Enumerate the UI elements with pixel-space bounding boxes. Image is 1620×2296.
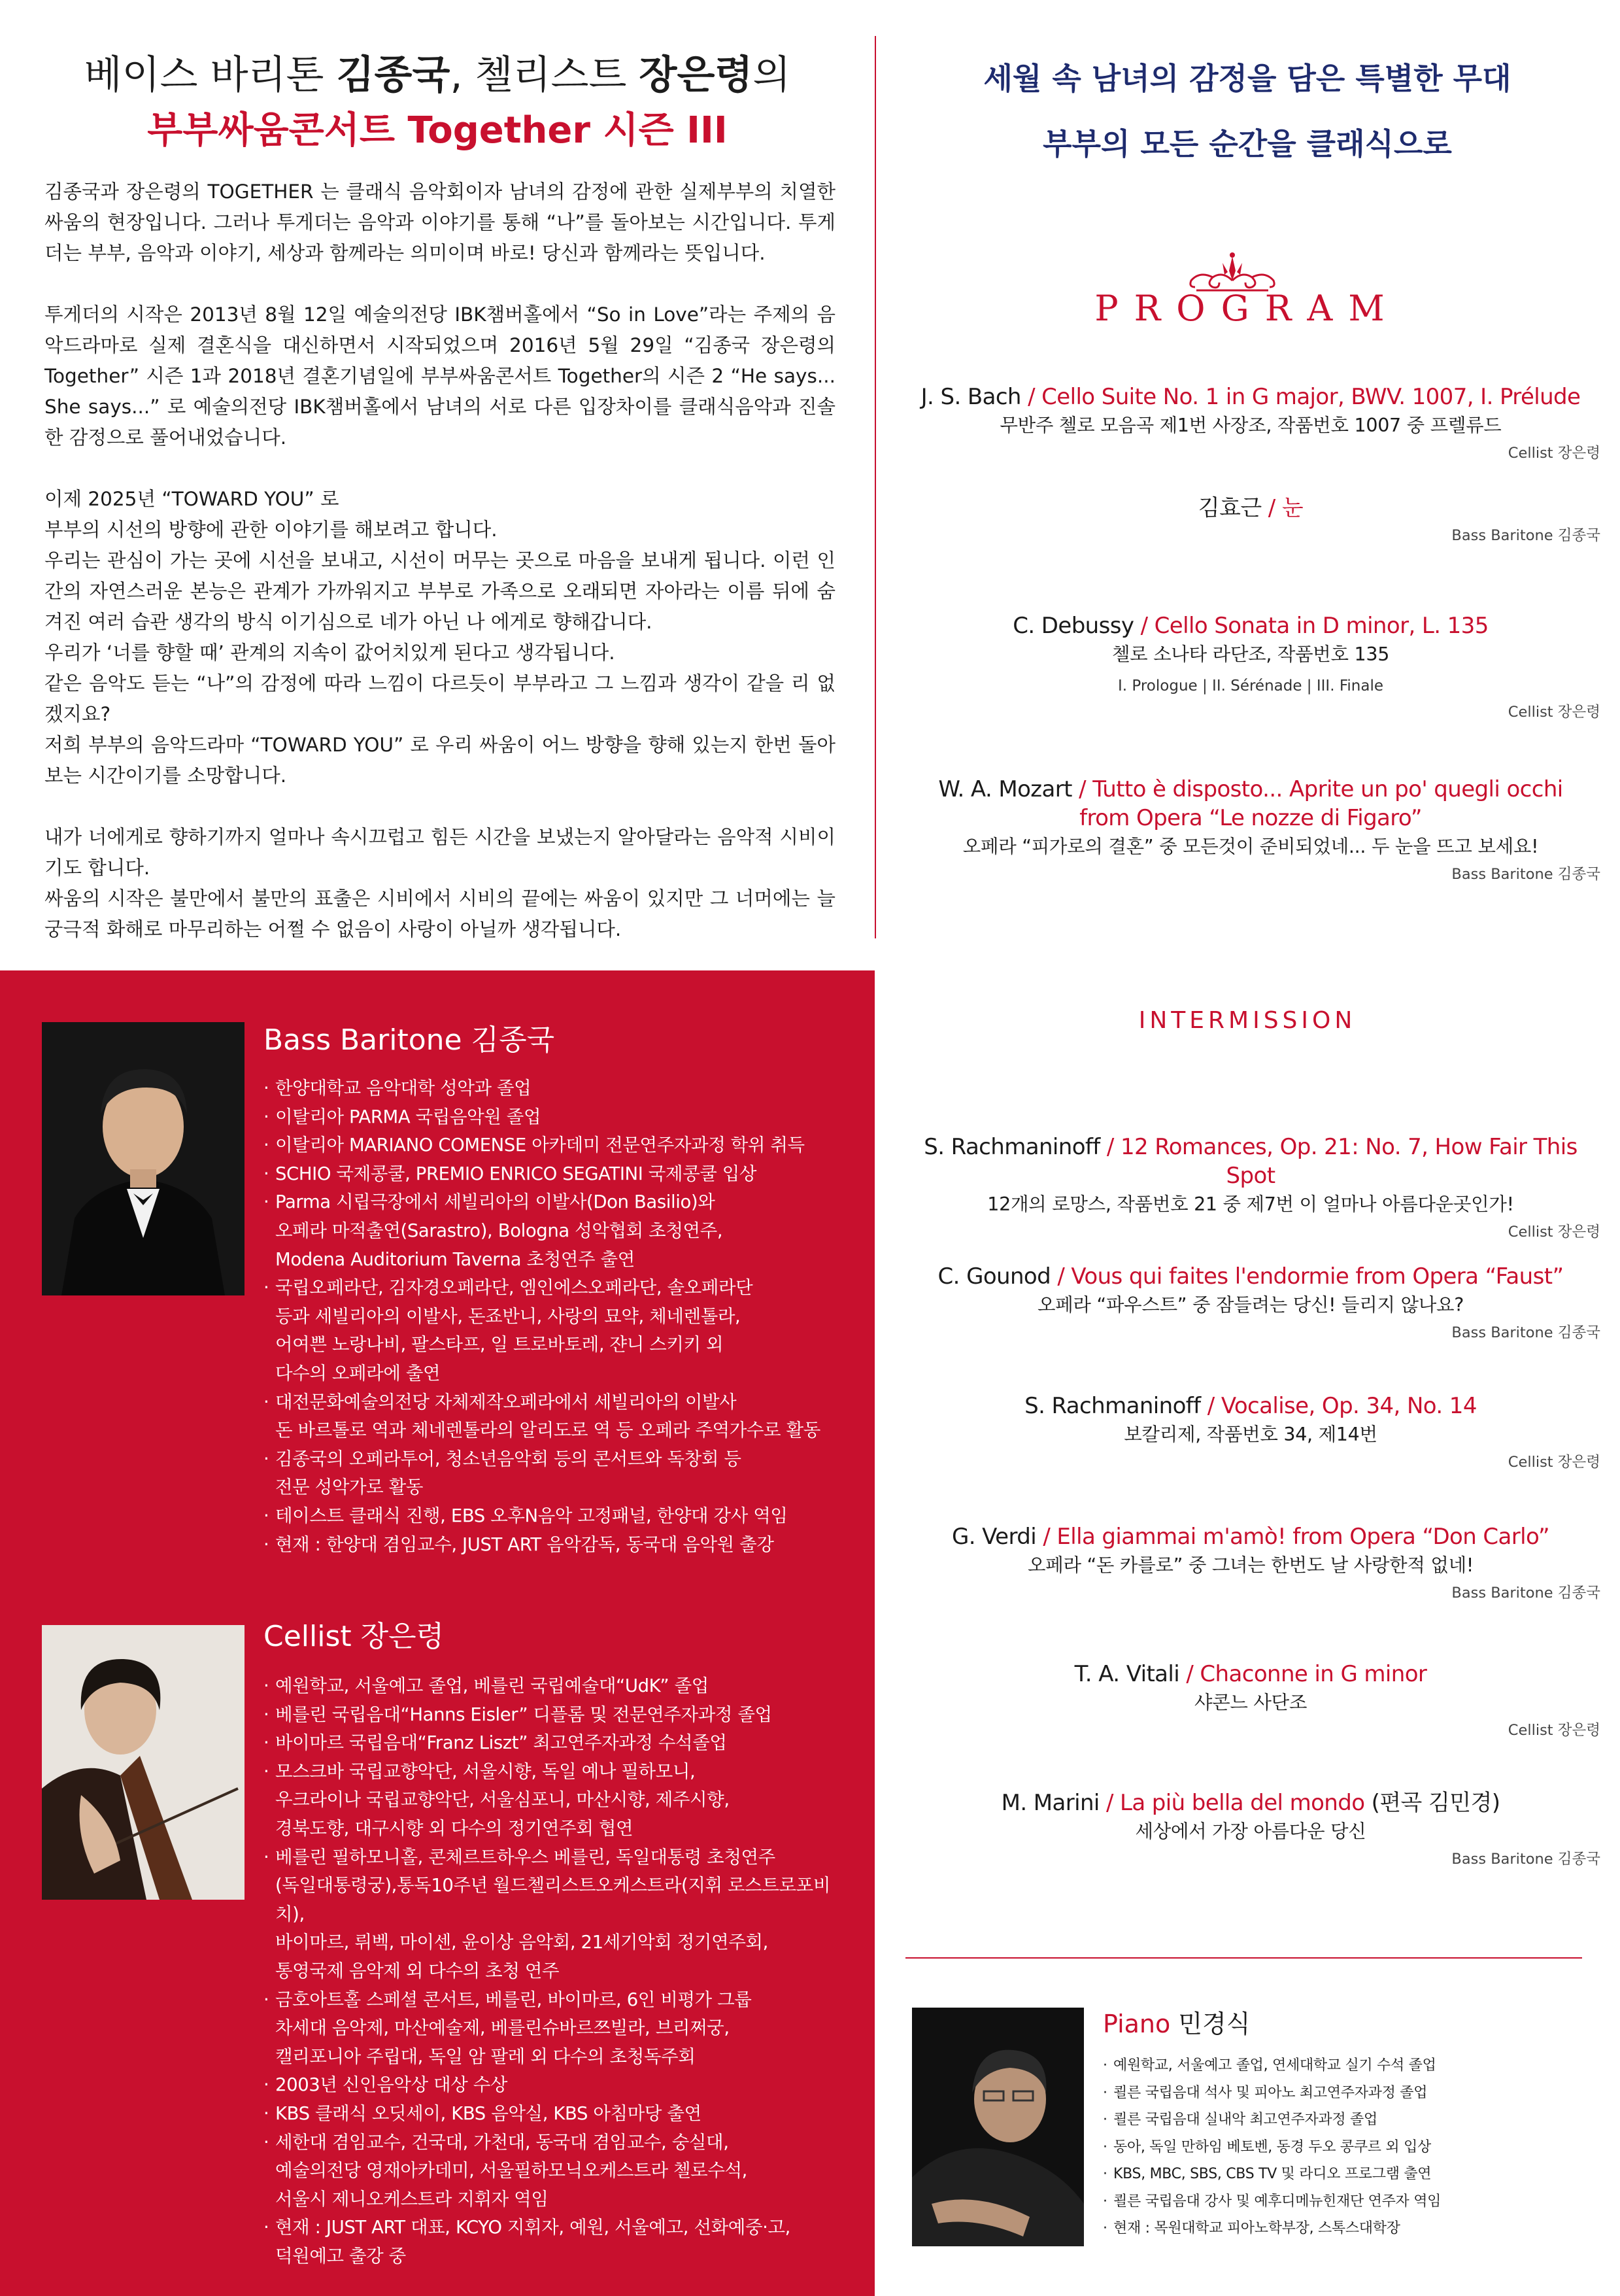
bio-item: · 국립오페라단, 김자경오페라단, 엠인에스오페라단, 솔오페라단 등과 세빌리아의 이발사, 돈죠반니, 사랑의 묘약, 체네렌톨라, 어여쁜 노랑나비, 팔스타프, 일 트로바토레, 쟌니 스키키 외 다수의 오페라에 출연 (263, 1274, 852, 1388)
program-item-heading (901, 1522, 1600, 1551)
performer: Cellist 장은령 (1508, 704, 1600, 721)
pianist-photo (912, 2008, 1084, 2246)
intro-text (44, 177, 835, 945)
title-name-cellist: 장은령 (639, 52, 753, 98)
program-item (901, 775, 1600, 887)
korean-title: 첼로 소나타 라단조, 작품번호 135 (1111, 643, 1390, 665)
composer: S. Rachmaninoff (1024, 1393, 1201, 1419)
program-item (901, 1392, 1600, 1475)
program-item-heading (901, 1133, 1600, 1190)
separator: / (1036, 1524, 1057, 1550)
bio-item: · KBS, MBC, SBS, CBS TV 및 라디오 프로그램 출연 (1103, 2161, 1574, 2188)
bio-item: · 한양대학교 음악대학 성악과 졸업 (263, 1074, 852, 1103)
performer: Bass Baritone 김종국 (1451, 1851, 1600, 1868)
bio-item: · 테이스트 클래식 진행, EBS 오후N음악 고정패널, 한양대 강사 역임 (263, 1502, 852, 1531)
title-line-2: 부부싸움콘서트 Together 시즌 III (147, 109, 728, 152)
separator: / (1200, 1393, 1221, 1419)
performer: Bass Baritone 김종국 (1451, 1324, 1600, 1341)
work-title: Tutto è disposto... Aprite un po' quegli occhi (1092, 776, 1563, 802)
bio-item: · 베를린 필하모니홀, 콘체르트하우스 베를린, 독일대통령 초청연주 (독일대통령궁),통독10주년 월드첼리스트오케스트라(지휘 로스트로포비치), 바이마르, 뤼벡, 마이센, 윤이상 음악회, 21세기악회 정기연주회, 통영국제 음악제 외 다수의 초청 연주 (263, 1843, 852, 1986)
separator: / (1021, 384, 1042, 410)
composer: M. Marini (1001, 1790, 1100, 1816)
korean-title: 오페라 “피가로의 결혼” 중 모든것이 준비되었네... 두 눈을 뜨고 보세요! (962, 836, 1539, 857)
bio-item: · 현재 : JUST ART 대표, KCYO 지휘자, 예원, 서울예고, 선화예중·고, 덕원예고 출강 중 (263, 2214, 852, 2270)
bio-item: · 베를린 국립음대“Hanns Eisler” 디플롬 및 전문연주자과정 졸업 (263, 1701, 852, 1730)
pianist-bio-list (1103, 2052, 1574, 2242)
program-item (901, 383, 1600, 466)
program-item-heading (901, 1392, 1600, 1420)
program-item-heading (901, 494, 1600, 523)
work-title: Ella giammai m'amò! from Opera “Don Carlo” (1056, 1524, 1549, 1550)
program-item (901, 494, 1600, 549)
separator: / (1261, 495, 1282, 521)
bio-item: · 김종국의 오페라투어, 청소년음악회 등의 콘서트와 독창회 등 전문 성악가로 활동 (263, 1445, 852, 1502)
separator: / (1134, 613, 1155, 639)
separator: / (1179, 1661, 1200, 1687)
bio-item: · 현재 : 목원대학교 피아노학부장, 스톡스대학장 (1103, 2215, 1574, 2242)
bio-item: · 쾰른 국립음대 석사 및 피아노 최고연주자과정 졸업 (1103, 2080, 1574, 2107)
program-item-heading (901, 1789, 1600, 1817)
bio-item: · 대전문화예술의전당 자체제작오페라에서 세빌리아의 이발사 돈 바르톨로 역과 체네렌톨라의 알리도로 역 등 오페라 주역가수로 활동 (263, 1388, 852, 1445)
program-item (901, 611, 1600, 725)
concert-title (0, 47, 875, 158)
program-item (901, 1522, 1600, 1606)
korean-title: 보칼리제, 작품번호 34, 제14번 (1124, 1424, 1377, 1445)
horizontal-divider (905, 1957, 1582, 1959)
tagline (875, 46, 1620, 177)
tagline-line-1: 세월 속 남녀의 감정을 담은 특별한 무대 (983, 61, 1511, 96)
korean-title: 12개의 로망스, 작품번호 21 중 제7번 이 얼마나 아름다운곳인가! (987, 1193, 1514, 1215)
performer: Cellist 장은령 (1508, 1224, 1600, 1241)
intermission-label: INTERMISSION (1138, 1007, 1357, 1034)
korean-title: 샤콘느 사단조 (1194, 1692, 1308, 1713)
program-item-heading (901, 775, 1600, 804)
bass-baritone-photo (42, 1022, 245, 1295)
bass-baritone-bio-list (263, 1074, 852, 1559)
bio-item: · 금호아트홀 스페셜 콘서트, 베를린, 바이마르, 6인 비평가 그룹 차세대 음악제, 마산예술제, 베를린슈바르쯔빌라, 브리쩌궁, 캘리포니아 주립대, 독일 암 팔레 외 다수의 초청독주회 (263, 1986, 852, 2072)
movements: I. Prologue | II. Sérénade | III. Finale (1117, 677, 1383, 694)
title-middle: , 첼리스트 (450, 52, 639, 98)
bio-item: · 모스크바 국립교향악단, 서울시향, 독일 예나 필하모니, 우크라이나 국립교향악단, 서울심포니, 마산시향, 제주시향, 경북도향, 대구시향 외 다수의 정기연주회 협연 (263, 1758, 852, 1843)
separator: / (1072, 776, 1093, 802)
bio-item: · 예원학교, 서울예고 졸업, 베를린 국립예술대“UdK” 졸업 (263, 1672, 852, 1701)
intro-paragraph: 내가 너에게로 향하기까지 얼마나 속시끄럽고 힘든 시간을 보냈는지 알아달라는 음악적 시비이기도 합니다. 싸움의 시작은 불만에서 불만의 표출은 시비에서 시비의 끝에는 싸움이 있지만 그 너머에는 늘 궁극적 화해로 마무리하는 어쩔 수 없음이 사랑이 아닐까 생각됩니다. (44, 826, 835, 940)
pianist-name: 민경식 (1178, 2010, 1251, 2038)
performer: Cellist 장은령 (1508, 1722, 1600, 1739)
program-item (901, 1133, 1600, 1245)
composer: C. Gounod (937, 1263, 1051, 1290)
title-prefix: 베이스 바리톤 (84, 52, 337, 98)
intro-paragraph: 투게더의 시작은 2013년 8월 12일 예술의전당 IBK챔버홀에서 “So in Love”라는 주제의 음악드라마로 실제 결혼식을 대신하면서 시작되었으며 2016년 5월 29일 “김종국 장은령의 Together” 시즌 1과 2018년 결혼기념일에 부부싸움콘서트 Together의 시즌 2 “He says... She says...” 로 예술의전당 IBK챔버홀에서 남녀의 서로 다른 입장차이를 클래식음악과 진솔한 감정으로 풀어내었습니다. (44, 303, 835, 449)
work-title: La più bella del mondo (1120, 1790, 1365, 1816)
composer: 김효근 (1198, 495, 1262, 521)
composer: C. Debussy (1013, 613, 1134, 639)
performer: Cellist 장은령 (1508, 445, 1600, 462)
work-title: Cello Sonata in D minor, L. 135 (1154, 613, 1489, 639)
program-item-heading (901, 383, 1600, 411)
cellist-title: Cellist 장은령 (263, 1620, 445, 1653)
composer: T. A. Vitali (1074, 1661, 1180, 1687)
separator: / (1100, 1134, 1121, 1160)
bio-item: · 바이마르 국립음대“Franz Liszt” 최고연주자과정 수석졸업 (263, 1729, 852, 1758)
performer: Bass Baritone 김종국 (1451, 1585, 1600, 1602)
composer: J. S. Bach (920, 384, 1021, 410)
performer: Bass Baritone 김종국 (1451, 866, 1600, 883)
pianist-instrument: Piano (1103, 2010, 1179, 2038)
bio-item: · 현재 : 한양대 겸임교수, JUST ART 음악감독, 동국대 음악원 출강 (263, 1531, 852, 1560)
bass-baritone-title: Bass Baritone 김종국 (263, 1023, 555, 1057)
korean-title: 오페라 “돈 카를로” 중 그녀는 한번도 날 사랑한적 없네! (1028, 1554, 1474, 1576)
pianist-title (1103, 2008, 1250, 2040)
bio-item: · 이탈리아 PARMA 국립음악원 졸업 (263, 1103, 852, 1132)
program-item (901, 1262, 1600, 1346)
work-title: Chaconne in G minor (1200, 1661, 1427, 1687)
title-suffix: 의 (752, 52, 791, 98)
bio-item: · 쾰른 국립음대 실내악 최고연주자과정 졸업 (1103, 2106, 1574, 2134)
korean-title: 오페라 “파우스트” 중 잠들려는 당신! 들리지 않나요? (1037, 1294, 1464, 1316)
bio-item: · 2003년 신인음악상 대상 수상 (263, 2071, 852, 2100)
composer: W. A. Mozart (938, 776, 1072, 802)
program-item-heading (901, 611, 1600, 640)
title-line-1 (0, 47, 875, 103)
korean-title: 무반주 첼로 모음곡 제1번 사장조, 작품번호 1007 중 프렐류드 (1000, 415, 1502, 436)
program-heading: PROGRAM (1094, 288, 1400, 329)
bio-item: · 쾰른 국립음대 강사 및 예후디메뉴힌재단 연주자 역임 (1103, 2188, 1574, 2216)
composer: S. Rachmaninoff (924, 1134, 1100, 1160)
program-item-heading (901, 1262, 1600, 1291)
bio-item: · 이탈리아 MARIANO COMENSE 아카데미 전문연주자과정 학위 취득 (263, 1131, 852, 1160)
intro-paragraph: 이제 2025년 “TOWARD YOU” 로 부부의 시선의 방향에 관한 이야기를 해보려고 합니다. 우리는 관심이 가는 곳에 시선을 보내고, 시선이 머무는 곳으로 마음을 보내게 됩니다. 이런 인간의 자연스러운 본능은 관계가 가까워지고 부부로 가족으로 오래되면 자아라는 이름 뒤에 숨겨진 여러 습관 생각의 방식 이기심으로 네가 아닌 나 에게로 향해갑니다. 우리가 ‘너를 향할 때’ 관계의 지속이 값어치있게 된다고 생각됩니다. 같은 음악도 듣는 “나”의 감정에 따라 느낌이 다르듯이 부부라고 그 느낌과 생각이 같을 리 없겠지요? 저희 부부의 음악드라마 “TOWARD YOU” 로 우리 싸움이 어느 방향을 향해 있는지 한번 돌아보는 시간이기를 소망합니다. (44, 488, 835, 787)
bio-item: · Parma 시립극장에서 세빌리아의 이발사(Don Basilio)와 오페라 마적출연(Sarastro), Bologna 성악협회 초청연주, Modena Auditorium Taverna 초청연주 출연 (263, 1188, 852, 1274)
work-title: 12 Romances, Op. 21: No. 7, How Fair This Spot (1120, 1134, 1578, 1189)
program-item (901, 1789, 1600, 1872)
work-title: Vous qui faites l'endormie from Opera “Faust” (1071, 1263, 1564, 1290)
bio-item: · 예원학교, 서울예고 졸업, 연세대학교 실기 수석 졸업 (1103, 2052, 1574, 2080)
separator: / (1051, 1263, 1072, 1290)
bio-item: · 세한대 겸임교수, 건국대, 가천대, 동국대 겸임교수, 숭실대, 예술의전당 영재아카데미, 서울필하모닉오케스트라 첼로수석, 서울시 제니오케스트라 지휘자 역임 (263, 2129, 852, 2214)
tagline-line-2: 부부의 모든 순간을 클래식으로 (1043, 126, 1452, 162)
bio-item: · 동아, 독일 만하임 베토벤, 동경 두오 콩쿠르 외 입상 (1103, 2134, 1574, 2161)
bio-item: · SCHIO 국제콩쿨, PREMIO ENRICO SEGATINI 국제콩쿨 입상 (263, 1160, 852, 1189)
program-item-heading (901, 1660, 1600, 1688)
cellist-bio-list (263, 1672, 852, 2270)
cellist-photo (42, 1625, 245, 1900)
work-title: Vocalise, Op. 34, No. 14 (1221, 1393, 1477, 1419)
pianist-profile (912, 2008, 1592, 2269)
composer: G. Verdi (952, 1524, 1037, 1550)
title-name-baritone: 김종국 (336, 52, 450, 98)
program-item (901, 1660, 1600, 1743)
separator: / (1099, 1790, 1121, 1816)
korean-title: 세상에서 가장 아름다운 당신 (1135, 1821, 1366, 1842)
bio-item: · KBS 클래식 오딧세이, KBS 음악실, KBS 아침마당 출연 (263, 2100, 852, 2129)
performer: Bass Baritone 김종국 (1451, 527, 1600, 544)
work-title: Cello Suite No. 1 in G major, BWV. 1007, I. Prélude (1041, 384, 1581, 410)
arranger: (편곡 김민경) (1364, 1790, 1500, 1816)
work-title-continued: from Opera “Le nozze di Figaro” (1079, 805, 1422, 831)
work-title: 눈 (1281, 495, 1304, 521)
performer: Cellist 장은령 (1508, 1454, 1600, 1471)
intro-paragraph: 김종국과 장은령의 TOGETHER 는 클래식 음악회이자 남녀의 감정에 관한 실제부부의 치열한 싸움의 현장입니다. 그러나 투게더는 음악과 이야기를 통해 “나”를 돌아보는 시간입니다. 투게더는 부부, 음악과 이야기, 세상과 함께라는 의미이며 바로! 당신과 함께라는 뜻입니다. (44, 180, 835, 264)
